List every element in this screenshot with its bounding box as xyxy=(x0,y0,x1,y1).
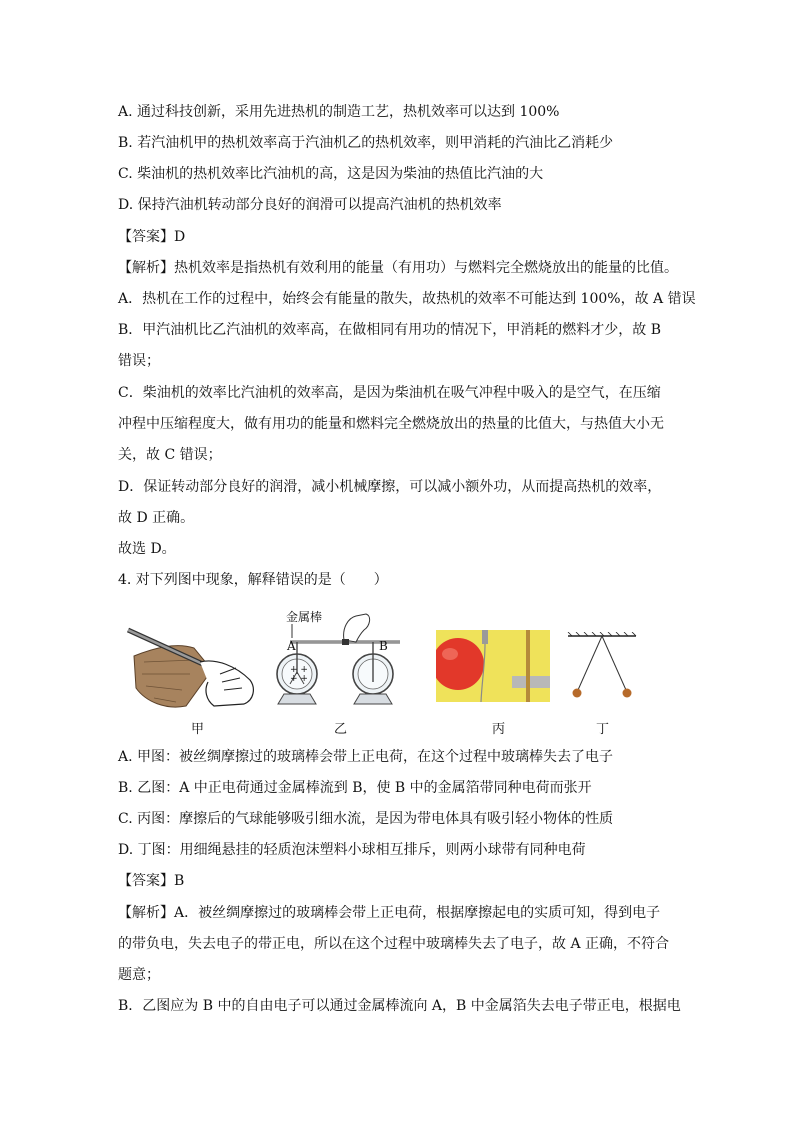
q3-analysis-line: 关，故 C 错误； xyxy=(118,447,222,463)
q4-figure xyxy=(110,612,670,737)
caption-yi: 乙 xyxy=(334,722,348,737)
electroscope-b-label: B xyxy=(379,639,388,653)
caption-jia: 甲 xyxy=(191,722,205,737)
q4-option-a: A. 甲图：被丝绸摩擦过的玻璃棒会带上正电荷，在这个过程中玻璃棒失去了电子 xyxy=(118,749,614,765)
q3-analysis-line: 故 D 正确。 xyxy=(118,510,195,526)
q3-analysis-line: 错误； xyxy=(118,353,160,369)
q4-option-c: C. 丙图：摩擦后的气球能够吸引细水流，是因为带电体具有吸引轻小物体的性质 xyxy=(118,811,614,827)
q3-analysis-line: A．热机在工作的过程中，始终会有能量的散失，故热机的效率不可能达到 100%，故 A 错误 xyxy=(118,291,696,307)
q3-answer: 【答案】D xyxy=(118,229,186,245)
figure-jia-rod-silk xyxy=(124,618,264,713)
q3-option-a: A. 通过科技创新，采用先进热机的制造工艺，热机效率可以达到 100% xyxy=(118,104,560,120)
electroscope-a-label: A xyxy=(287,639,296,653)
q3-option-b: B. 若汽油机甲的热机效率高于汽油机乙的热机效率，则甲消耗的汽油比乙消耗少 xyxy=(118,135,614,151)
caption-ding: 丁 xyxy=(596,722,610,737)
q4-analysis-line: 的带负电，失去电子的带正电，所以在这个过程中玻璃棒失去了电子，故 A 正确，不符合 xyxy=(118,936,670,952)
q3-analysis-line: C．柴油机的效率比汽油机的效率高，是因为柴油机在吸气冲程中吸入的是空气，在压缩 xyxy=(118,385,661,401)
figure-ding-suspended-balls xyxy=(564,632,640,704)
q4-option-d: D. 丁图：用细绳悬挂的轻质泡沫塑料小球相互排斥，则两小球带有同种电荷 xyxy=(118,842,586,858)
electroscope-a-charges: + + + + xyxy=(290,665,308,684)
q4-analysis-line: 题意； xyxy=(118,967,160,983)
q3-analysis-line: 故选 D。 xyxy=(118,541,176,557)
q3-option-c: C. 柴油机的热机效率比汽油机的高，这是因为柴油的热值比汽油的大 xyxy=(118,166,544,182)
q3-analysis-line: 【解析】热机效率是指热机有效利用的能量（有用功）与燃料完全燃烧放出的能量的比值。 xyxy=(118,260,678,276)
q4-answer: 【答案】B xyxy=(118,873,185,889)
q3-option-d: D. 保持汽油机转动部分良好的润滑可以提高汽油机的热机效率 xyxy=(118,197,502,213)
q4-analysis-line: B．乙图应为 B 中的自由电子可以通过金属棒流向 A，B 中金属箔失去电子带正电，根据电 xyxy=(118,998,681,1014)
q4-question: 4. 对下列图中现象，解释错误的是（ ） xyxy=(118,572,388,588)
caption-bing: 丙 xyxy=(492,722,506,737)
q4-analysis-line: 【解析】A．被丝绸摩擦过的玻璃棒会带上正电荷，根据摩擦起电的实质可知，得到电子 xyxy=(118,905,661,921)
metal-rod-label: 金属棒 xyxy=(286,610,323,624)
figure-yi-electroscopes xyxy=(270,612,412,712)
figure-bing-balloon-water xyxy=(436,630,550,702)
q3-analysis-line: D．保证转动部分良好的润滑，减小机械摩擦，可以减小额外功，从而提高热机的效率， xyxy=(118,479,662,495)
q3-analysis-line: B．甲汽油机比乙汽油机的效率高，在做相同有用功的情况下，甲消耗的燃料才少，故 B xyxy=(118,322,662,338)
q4-option-b: B. 乙图：A 中正电荷通过金属棒流到 B，使 B 中的金属箔带同种电荷而张开 xyxy=(118,780,592,796)
q3-analysis-line: 冲程中压缩程度大，做有用功的能量和燃料完全燃烧放出的热量的比值大，与热值大小无 xyxy=(118,416,664,432)
